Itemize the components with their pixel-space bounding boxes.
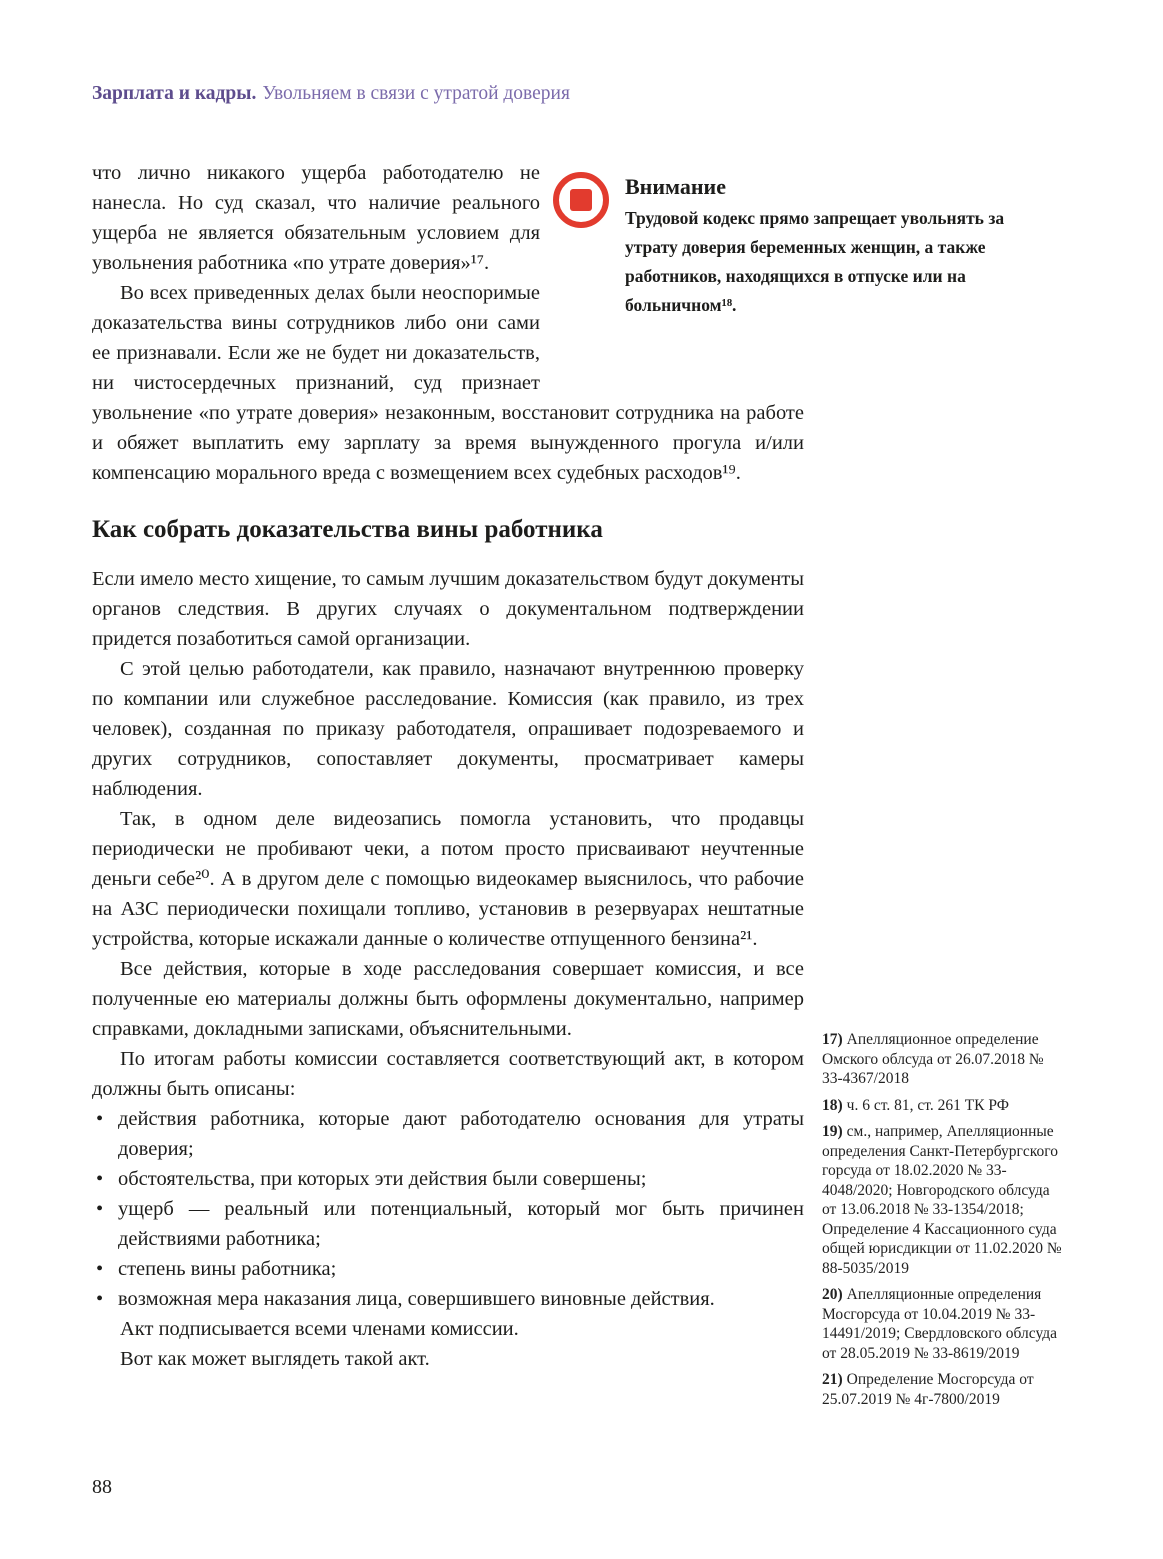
page-header — [92, 82, 570, 106]
footnote-number: 20) — [822, 1286, 843, 1303]
list-item — [92, 1164, 804, 1194]
list-item — [92, 1284, 804, 1314]
bullet-marker: • — [96, 1168, 104, 1190]
footnote — [822, 1122, 1062, 1278]
list-item-text: ущерб — реальный или потенциальный, который мог быть причинен действиями работника; — [118, 1198, 804, 1250]
footnote-text: Апелляционные определения Мосгорсуда от 10.04.2019 № 33-14491/2019; Свердловского облсуда от 28.05.2019 № 33-8619/2019 — [822, 1286, 1057, 1362]
list-item-text: обстоятельства, при которых эти действия были совершены; — [118, 1168, 647, 1190]
attention-content — [625, 172, 1030, 320]
list-item — [92, 1194, 804, 1254]
footnote-number: 21) — [822, 1371, 843, 1388]
bullet-marker: • — [96, 1288, 104, 1310]
body-paragraph: Все действия, которые в ходе расследования совершает комиссия, и все полученные ею материалы должны быть оформлены документально, например справками, докладными записками, объяснительными. — [92, 958, 804, 1040]
article-title: Увольняем в связи с утратой доверия — [262, 83, 570, 104]
body-paragraph: С этой целью работодатели, как правило, назначают внутреннюю проверку по компании или служебное расследование. Комиссия (как правило, из трех человек), созданная по приказу работодателя, опрашивает подозреваемого и других сотрудников, сопоставляет документы, просматривает камеры наблюдения. — [92, 658, 804, 800]
bullet-marker: • — [96, 1108, 104, 1130]
footnote — [822, 1370, 1062, 1409]
body-paragraph: что лично никакого ущерба работодателю не нанесла. Но суд сказал, что наличие реального ущерба не является обязательным условием для увольнения работника «по утрате доверия»¹⁷. — [92, 162, 540, 274]
attention-icon — [553, 172, 609, 228]
footnote-number: 19) — [822, 1123, 843, 1140]
list-item — [92, 1104, 804, 1164]
body-paragraph: По итогам работы комиссии составляется соответствующий акт, в котором должны быть описаны: — [92, 1048, 804, 1100]
footnote-text: см., например, Апелляционные определения Санкт-Петербургского горсуда от 18.02.2020 № 33-4048/2020; Новгородского облсуда от 13.06.2018 № 33-1354/2018; Определение 4 Кассационного суда общей юрисдикции от 11.02.2020 № 88-5035/2019 — [822, 1123, 1062, 1277]
body-paragraph: Акт подписывается всеми членами комиссии. — [120, 1318, 519, 1340]
attention-callout — [553, 172, 1030, 320]
page-number: 88 — [92, 1476, 112, 1498]
body-paragraph: Во всех приведенных делах были неоспоримые доказательства вины сотрудников либо они сами ее признавали. Если же не будет ни доказательств, ни чистосердечных признаний, суд признает увольнение «по утрате доверия» незаконным, восстановит сотрудника на работе и обяжет выплатить ему зарплату за время вынужденного прогула и/или компенсацию морального вреда с возмещением всех судебных расходов¹⁹. — [92, 282, 804, 484]
footnote-text: Апелляционное определение Омского облсуда от 26.07.2018 № 33-4367/2018 — [822, 1031, 1044, 1087]
footnote — [822, 1285, 1062, 1363]
attention-title: Внимание — [625, 174, 726, 199]
footnote — [822, 1096, 1062, 1116]
footnotes-sidebar — [822, 1030, 1062, 1416]
footnote-number: 17) — [822, 1031, 843, 1048]
rubric-title: Зарплата и кадры. — [92, 83, 257, 104]
list-item-text: действия работника, которые дают работодателю основания для утраты доверия; — [118, 1108, 804, 1160]
footnote-number: 18) — [822, 1096, 843, 1114]
attention-text: Трудовой кодекс прямо запрещает увольнять за утрату доверия беременных женщин, а также работников, находящихся в отпуске или на больничном¹⁸. — [625, 208, 1005, 315]
footnote-text: ч. 6 ст. 81, ст. 261 ТК РФ — [846, 1096, 1009, 1114]
footnote-text: Определение Мосгорсуда от 25.07.2019 № 4г-7800/2019 — [822, 1371, 1034, 1408]
list-item-text: степень вины работника; — [118, 1258, 337, 1280]
act-contents-list — [92, 1104, 804, 1314]
footnote — [822, 1030, 1062, 1089]
section-heading: Как собрать доказательства вины работника — [92, 516, 603, 543]
list-item-text: возможная мера наказания лица, совершившего виновные действия. — [118, 1288, 715, 1310]
list-item — [92, 1254, 804, 1284]
attention-icon-square — [570, 189, 592, 211]
body-paragraph: Если имело место хищение, то самым лучшим доказательством будут документы органов следствия. В других случаях о документальном подтверждении придется позаботиться самой организации. — [92, 568, 804, 650]
body-paragraph: Так, в одном деле видеозапись помогла установить, что продавцы периодически не пробивают чеки, а потом просто присваивают неучтенные деньги себе²⁰. А в другом деле с помощью видеокамер выяснилось, что рабочие на АЗС периодически похищали топливо, установив в резервуарах нештатные устройства, которые искажали данные о количестве отпущенного бензина²¹. — [92, 808, 804, 950]
bullet-marker: • — [96, 1258, 104, 1280]
bullet-marker: • — [96, 1198, 104, 1220]
body-paragraph: Вот как может выглядеть такой акт. — [120, 1348, 430, 1370]
